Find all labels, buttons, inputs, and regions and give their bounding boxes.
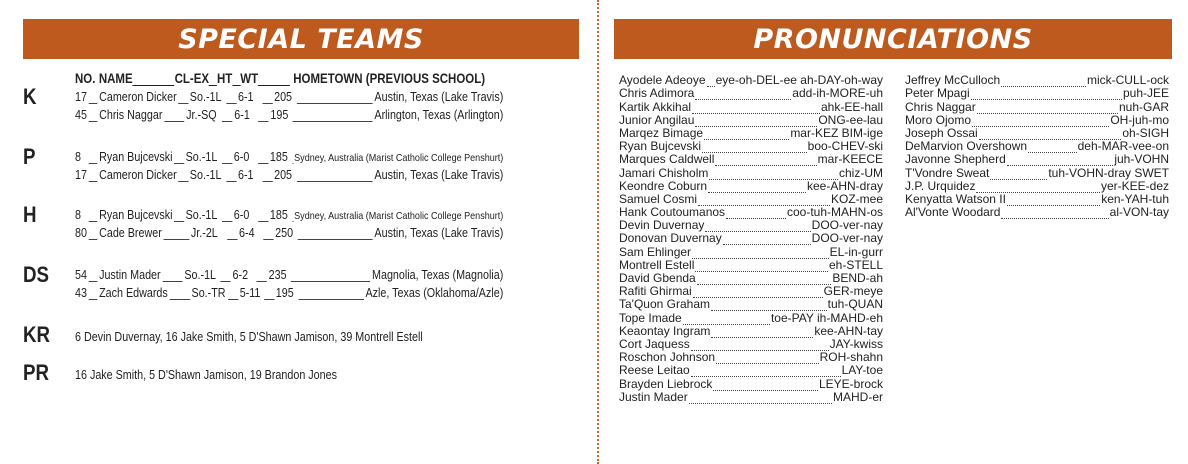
pronunciation: kee-AHN-tay <box>814 323 883 338</box>
pronunciation-row <box>619 166 883 179</box>
pronunciation: OH-juh-mo <box>1110 112 1169 127</box>
dot-leader <box>704 130 789 140</box>
weight: 195 <box>275 286 294 300</box>
player-name: Chris Naggar <box>99 108 163 122</box>
pronunciation: add-ih-MORE-uh <box>792 86 883 101</box>
pronunciation-row <box>905 114 1169 127</box>
player-number: 45 <box>75 108 87 122</box>
roster-row <box>75 206 573 222</box>
pronunciation-row <box>619 391 883 404</box>
pronunciation: yer-KEE-dez <box>1100 178 1169 193</box>
pronunciation-row <box>905 100 1169 113</box>
class-experience: So.-1L <box>189 168 222 182</box>
position-label: H <box>23 202 37 227</box>
pronunciation-row <box>619 114 883 127</box>
pronunciation-row <box>619 87 883 100</box>
player-number: 17 <box>75 90 87 104</box>
player-name: Marques Caldwell <box>619 152 715 167</box>
player-name: Montrell Estell <box>619 257 695 272</box>
position-label: P <box>23 144 36 169</box>
pronunciation-row <box>619 127 883 140</box>
pronunciation: mar-KEZ BIM-ige <box>790 125 883 140</box>
pronunciation-row <box>619 351 883 364</box>
pronunciation: mar-KEECE <box>817 152 883 167</box>
pronunciation: mick-CULL-ock <box>1086 73 1169 88</box>
pronunciation: BEND-ah <box>832 271 883 285</box>
rule <box>170 289 190 300</box>
roster-row <box>75 266 573 282</box>
rule <box>222 211 232 222</box>
rule <box>296 93 372 104</box>
pronunciation: tuh-VOHN-dray SWET <box>1048 165 1169 180</box>
pronunciations-banner <box>614 19 1172 59</box>
pronunciation: coo-tuh-MAHN-os <box>786 205 883 220</box>
height: 5-11 <box>239 286 261 300</box>
player-name: Ta'Quon Graham <box>619 297 711 312</box>
rule <box>298 289 364 300</box>
pronunciation-row <box>619 298 883 311</box>
pronunciation-row <box>619 311 883 324</box>
pronunciation: puh-JEE <box>1122 86 1169 101</box>
height: 6-0 <box>233 150 250 164</box>
height: 6-4 <box>239 226 255 240</box>
pronunciations-right-column <box>905 74 1169 219</box>
player-number: 8 <box>75 150 81 164</box>
hometown: Magnolia, Texas (Magnolia) <box>372 268 504 282</box>
rule <box>262 171 272 182</box>
header-rule <box>232 73 240 86</box>
player-name: Justin Mader <box>99 268 161 282</box>
dot-leader <box>713 381 818 391</box>
player-name: Peter Mpagi <box>905 86 970 101</box>
hometown: Arlington, Texas (Arlington) <box>374 108 504 122</box>
roster-row <box>75 166 573 182</box>
dot-leader <box>707 77 715 87</box>
player-name: DeMarvion Overshown <box>905 139 1028 154</box>
roster-row <box>75 224 573 240</box>
dot-leader <box>708 183 806 193</box>
dot-leader <box>702 143 807 153</box>
pronunciation-row <box>905 127 1169 140</box>
rule <box>257 271 267 282</box>
player-number: 17 <box>75 168 87 182</box>
rule <box>89 289 98 300</box>
position-label: DS <box>23 262 49 287</box>
player-name: Keondre Coburn <box>619 178 708 193</box>
rule <box>220 271 230 282</box>
special-teams-banner <box>23 19 579 59</box>
pronunciation-row <box>619 206 883 219</box>
pronunciation: GER-meye <box>823 284 883 299</box>
pronunciation-row <box>619 74 883 87</box>
pronunciation: ROH-shahn <box>819 350 883 365</box>
rule <box>258 153 268 164</box>
roster-row <box>75 284 573 300</box>
rule <box>162 271 182 282</box>
rule <box>264 289 274 300</box>
height: 6-0 <box>233 208 250 222</box>
pronunciation: tuh-QUAN <box>827 297 883 312</box>
rule <box>222 111 232 122</box>
height: 6-1 <box>237 90 254 104</box>
dot-leader <box>1007 156 1114 166</box>
position-label: K <box>23 84 37 109</box>
hometown: Azle, Texas (Oklahoma/Azle) <box>365 286 504 300</box>
player-number: 8 <box>75 208 81 222</box>
header-clex: CL-EX <box>174 70 210 86</box>
pronunciation: eye-oh-DEL-ee ah-DAY-oh-way <box>715 73 883 88</box>
header-rule <box>133 73 175 86</box>
pronunciation: boo-CHEV-ski <box>807 139 883 154</box>
header-name: NAME <box>98 70 133 86</box>
player-number: 80 <box>75 226 87 240</box>
returner-list: 16 Jake Smith, 5 D'Shawn Jamison, 19 Brandon Jones <box>75 368 337 382</box>
class-experience: Jr.-SQ <box>186 108 217 122</box>
weight: 185 <box>269 150 288 164</box>
class-experience: So.-1L <box>184 268 217 282</box>
dot-leader <box>715 156 816 166</box>
pronunciation: DOO-ver-nay <box>811 231 883 246</box>
pronunciation-row <box>905 180 1169 193</box>
pronunciation: al-VON-tay <box>1109 205 1169 220</box>
rule <box>227 229 237 240</box>
player-name: Cort Jaquess <box>619 336 690 351</box>
player-number: 54 <box>75 268 87 282</box>
player-name: Brayden Liebrock <box>619 376 713 391</box>
player-name: Cameron Dicker <box>99 90 177 104</box>
hometown: Austin, Texas (Lake Travis) <box>374 226 504 240</box>
player-name: Kenyatta Watson II <box>905 191 1006 206</box>
player-name: Ryan Bujcevski <box>619 139 702 154</box>
rule <box>258 211 268 222</box>
hometown: Austin, Texas (Lake Travis) <box>374 90 504 104</box>
position-label: KR <box>23 322 51 347</box>
header-hometown: HOMETOWN (PREVIOUS SCHOOL) <box>293 70 486 86</box>
weight: 205 <box>274 90 293 104</box>
pronunciation: juh-VOHN <box>1114 152 1169 167</box>
pronunciation-row <box>905 153 1169 166</box>
player-number: 43 <box>75 286 87 300</box>
rule <box>174 211 184 222</box>
header-wt: WT <box>240 70 259 86</box>
class-experience: So.-1L <box>185 150 218 164</box>
dot-leader <box>709 170 838 180</box>
rule <box>89 111 98 122</box>
rule <box>226 93 236 104</box>
pronunciation: oh-SIGH <box>1122 125 1169 140</box>
pronunciation-row <box>905 74 1169 87</box>
dot-leader <box>716 354 819 364</box>
class-experience: So.-1L <box>185 208 218 222</box>
rule <box>226 171 236 182</box>
player-name: David Gbenda <box>619 271 696 285</box>
player-name: Moro Ojomo <box>905 112 972 127</box>
dot-leader <box>1028 143 1077 153</box>
player-name: Justin Mader <box>619 389 688 404</box>
height: 6-2 <box>232 268 249 282</box>
pronunciation-row <box>905 166 1169 179</box>
dot-leader <box>990 170 1047 180</box>
dot-leader <box>692 104 820 114</box>
header-rule <box>209 73 217 86</box>
height: 6-1 <box>237 168 254 182</box>
position-label: PR <box>23 360 49 385</box>
pronunciation: chiz-UM <box>839 165 883 180</box>
rule <box>258 111 268 122</box>
pronunciation: MAHD-er <box>833 389 883 404</box>
player-name: T'Vondre Sweat <box>905 165 990 180</box>
pronunciation-row <box>619 377 883 390</box>
pronunciation: ahk-EE-hall <box>820 99 883 114</box>
class-experience: Jr.-2L <box>190 226 218 240</box>
dot-leader <box>695 90 791 100</box>
player-name: Jamari Chisholm <box>619 165 709 180</box>
rule <box>89 271 98 282</box>
player-name: Joseph Ossai <box>905 125 978 140</box>
pronunciation: deh-MAR-vee-on <box>1077 139 1169 154</box>
player-name: Samuel Cosmi <box>619 191 698 206</box>
dot-leader <box>693 288 823 298</box>
player-name: Chris Naggar <box>905 99 976 114</box>
pronunciation: toe-PAY ih-MAHD-eh <box>770 310 883 325</box>
player-name: Keaontay Ingram <box>619 323 711 338</box>
rule <box>174 153 184 164</box>
pronunciation-row <box>619 259 883 272</box>
pronunciation: kee-AHN-dray <box>806 178 883 193</box>
pronunciation: EL-in-gurr <box>829 244 883 259</box>
player-name: Junior Angilau <box>619 112 695 127</box>
weight: 235 <box>268 268 287 282</box>
pronunciation-row <box>619 364 883 377</box>
roster-header <box>75 70 485 86</box>
dot-leader <box>711 328 813 338</box>
header-ht: HT <box>216 70 233 86</box>
pronunciation-row <box>905 193 1169 206</box>
roster-row <box>75 148 573 164</box>
pronunciation-row <box>619 193 883 206</box>
dot-leader <box>689 394 832 404</box>
dot-leader <box>711 301 827 311</box>
dot-leader <box>695 262 828 272</box>
rule <box>293 111 373 122</box>
roster-row <box>75 106 573 122</box>
rule <box>164 111 184 122</box>
rule <box>298 229 373 240</box>
pronunciations-title: PRONUNCIATIONS <box>753 23 1033 55</box>
weight: 185 <box>269 208 288 222</box>
pronunciation: KOZ-mee <box>830 191 883 206</box>
player-name: Reese Leitao <box>619 363 690 378</box>
player-name: Cameron Dicker <box>99 168 177 182</box>
pronunciation-row <box>619 232 883 245</box>
pronunciation-row <box>619 325 883 338</box>
dot-leader <box>1001 77 1086 87</box>
rule <box>263 229 273 240</box>
weight: 250 <box>275 226 294 240</box>
hometown: Austin, Texas (Lake Travis) <box>374 168 504 182</box>
player-name: Marqez Bimage <box>619 125 704 140</box>
dot-leader <box>697 275 832 285</box>
pronunciation: nuh-GAR <box>1118 99 1169 114</box>
weight: 205 <box>274 168 293 182</box>
rule <box>89 229 98 240</box>
pronunciation: LEYE-brock <box>818 376 883 391</box>
dot-leader <box>1007 196 1100 206</box>
pronunciation-row <box>619 100 883 113</box>
player-name: Javonne Shepherd <box>905 152 1006 167</box>
returner-list: 6 Devin Duvernay, 16 Jake Smith, 5 D'Shawn Jamison, 39 Montrell Estell <box>75 330 423 344</box>
dot-leader <box>691 367 841 377</box>
rule <box>291 271 370 282</box>
pronunciation: ONG-ee-lau <box>818 112 883 127</box>
header-rule <box>258 73 290 86</box>
player-name: Jeffrey McCulloch <box>905 73 1001 88</box>
player-name: Donovan Duvernay <box>619 231 722 246</box>
dot-leader <box>971 90 1122 100</box>
rule <box>89 171 98 182</box>
pronunciation-row <box>905 87 1169 100</box>
pronunciation-row <box>619 140 883 153</box>
rule <box>164 229 190 240</box>
dot-leader <box>972 117 1109 127</box>
player-name: Al'Vonte Woodard <box>905 205 1001 220</box>
pronunciation-row <box>619 219 883 232</box>
pronunciation-row <box>619 285 883 298</box>
rule <box>222 153 232 164</box>
player-name: Hank Coutoumanos <box>619 205 726 220</box>
pronunciation: eh-STELL <box>828 257 883 272</box>
player-name: Sam Ehlinger <box>619 244 692 259</box>
player-name: Cade Brewer <box>99 226 162 240</box>
pronunciation: DOO-ver-nay <box>811 218 883 233</box>
player-name: Chris Adimora <box>619 86 695 101</box>
pronunciation-row <box>619 245 883 258</box>
player-name: Rafiti Ghirmai <box>619 284 692 299</box>
player-name: Ryan Bujcevski <box>99 150 173 164</box>
player-name: Devin Duvernay <box>619 218 705 233</box>
roster-row <box>75 88 573 104</box>
player-name: Tope Imade <box>619 310 682 325</box>
rule <box>228 289 238 300</box>
pronunciation-row <box>905 206 1169 219</box>
header-no: NO. <box>75 70 96 86</box>
pronunciation: ken-YAH-tuh <box>1101 191 1169 206</box>
pronunciation-row <box>619 272 883 285</box>
player-name: Kartik Akkihal <box>619 99 692 114</box>
rule <box>262 93 272 104</box>
pronunciation-row <box>905 140 1169 153</box>
dot-leader <box>977 104 1118 114</box>
pronunciations-left-column <box>619 74 883 404</box>
height: 6-1 <box>234 108 250 122</box>
pronunciation-row <box>619 338 883 351</box>
rule <box>178 171 188 182</box>
hometown: Sydney, Australia (Marist Catholic College Penshurt) <box>294 152 504 164</box>
dot-leader <box>723 235 811 245</box>
rule <box>89 153 98 164</box>
class-experience: So.-TR <box>191 286 226 300</box>
player-name: Roschon Johnson <box>619 350 716 365</box>
rule <box>89 93 98 104</box>
dot-leader <box>692 249 829 259</box>
column-divider <box>597 0 599 464</box>
rule <box>89 211 98 222</box>
weight: 195 <box>270 108 289 122</box>
pronunciation-row <box>619 153 883 166</box>
player-name: J.P. Urquidez <box>905 178 976 193</box>
player-name: Zach Edwards <box>99 286 168 300</box>
pronunciation: LAY-toe <box>841 363 883 378</box>
dot-leader <box>1001 209 1108 219</box>
special-teams-title: SPECIAL TEAMS <box>178 23 424 55</box>
rule <box>296 171 372 182</box>
dot-leader <box>726 209 786 219</box>
pronunciation-row <box>619 180 883 193</box>
hometown: Sydney, Australia (Marist Catholic College Penshurt) <box>294 210 504 222</box>
class-experience: So.-1L <box>189 90 222 104</box>
player-name: Ayodele Adeoye <box>619 73 706 88</box>
pronunciation: JAY-kwiss <box>829 336 883 351</box>
player-name: Ryan Bujcevski <box>99 208 173 222</box>
rule <box>178 93 188 104</box>
